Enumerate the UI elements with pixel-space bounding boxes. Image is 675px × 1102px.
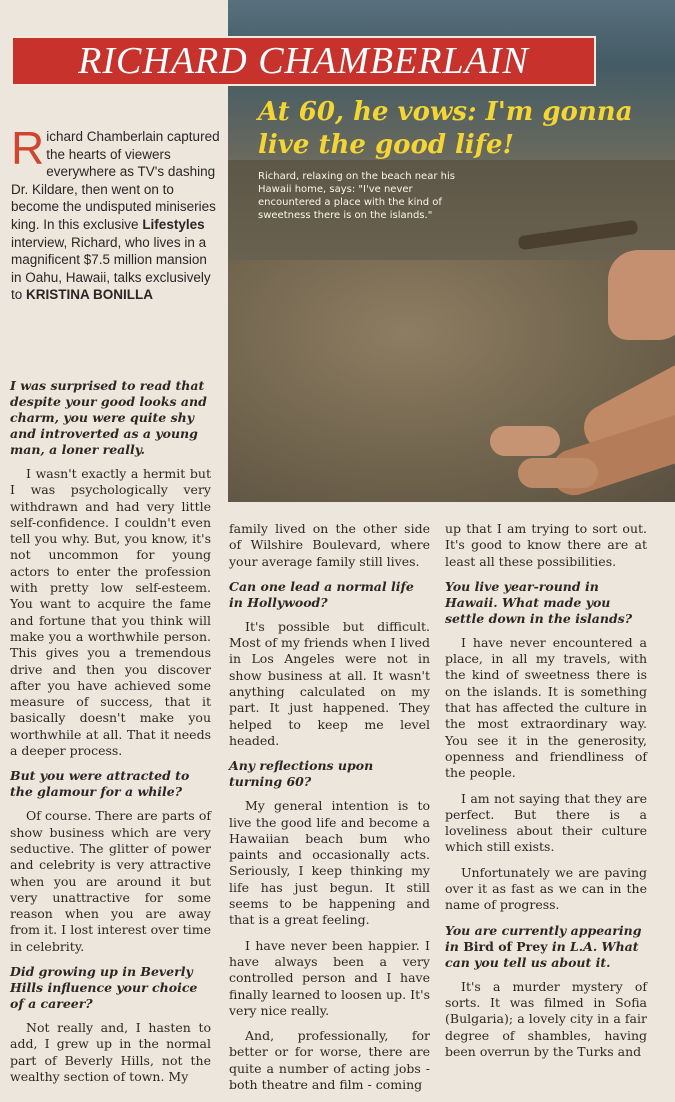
intro-author: KRISTINA BONILLA <box>26 287 154 303</box>
drop-cap: R <box>11 122 45 174</box>
photo-foot <box>518 458 598 488</box>
banner-title: RICHARD CHAMBERLAIN <box>78 40 529 82</box>
article-headline: At 60, he vows: I'm gonna live the good life! <box>258 97 633 160</box>
photo-driftwood <box>518 220 639 251</box>
question: Any reflections upon turning 60? <box>229 758 374 790</box>
answer: Unfortunately we are paving over it as fast as we can in the name of progress. <box>445 864 647 913</box>
answer: I am not saying that they are perfect. But there is a loveliness about their culture which still exists. <box>445 790 647 855</box>
question: But you were attracted to the glamour for a while? <box>10 768 190 800</box>
answer-continued: family lived on the other side of Wilshire Boulevard, where your average family still lives. <box>229 521 430 569</box>
column-3 <box>445 521 647 1069</box>
answer: My general intention is to live the good life and become a Hawaiian beach bum who paints and occasionally acts. Seriously, I keep thinking my life has just begun. It still seems to be happening and that is a great feeling. <box>229 798 430 928</box>
answer: It's a murder mystery of sorts. It was filmed in Sofia (Bulgaria); a lovely city in a fair degree of shambles, having been overrun by the Turks and <box>445 978 647 1059</box>
answer: I wasn't exactly a hermit but I was psychologically very withdrawn and had very little self-confidence. I couldn't even tell you why. But, you know, it's not uncommon for young actors to enter the profession with pretty low self-esteem. You want to acquire the fame and fortune that you think will make you a worthwhile person. This gives you a tremendous drive and then you discover after you have achieved some measure of success, that it basically doesn't make you worthwhile at all. That it needs a deeper process. <box>10 466 211 759</box>
question: I was surprised to read that despite your good looks and charm, you were quite shy and introverted as a young man, a loner really. <box>10 378 207 457</box>
film-title: Bird of Prey <box>463 938 548 954</box>
question: You live year-round in Hawaii. What made you settle down in the islands? <box>445 578 633 626</box>
intro-text-2: interview, Richard, who lives in a magnificent $7.5 million mansion in Oahu, Hawaii, talks exclusively to <box>11 234 211 303</box>
photo-foot <box>490 426 560 456</box>
answer: Of course. There are parts of show business which are very seductive. The glitter of power and celebrity is very attractive when you are around it but very unattractive for some reason when you are away from it. I lost interest over time in celebrity. <box>10 808 211 954</box>
photo-arm <box>608 250 675 340</box>
answer: And, professionally, for better or for worse, there are quite a number of acting jobs - both theatre and film - coming <box>229 1028 430 1093</box>
question: Did growing up in Beverly Hills influence your choice of a career? <box>10 964 198 1012</box>
question-part: in L.A. What can you tell us about it. <box>445 938 639 970</box>
answer: I have never been happier. I have always been a very controlled person and I have finally learned to loosen up. It's very nice really. <box>229 937 430 1018</box>
intro-paragraph <box>11 122 221 304</box>
intro-text-1: ichard Chamberlain captured the hearts of viewers everywhere as TV's dashing Dr. Kildare, then went on to become the undisputed miniseries king. In this exclusive <box>11 129 220 232</box>
question: Can one lead a normal life in Hollywood? <box>229 578 414 610</box>
answer: Not really and, I hasten to add, I grew up in the normal part of Beverly Hills, not the wealthy section of town. My <box>10 1020 211 1084</box>
column-2 <box>229 521 430 1102</box>
intro-publication: Lifestyles <box>142 216 205 232</box>
answer-continued: up that I am trying to sort out. It's good to know there are at least all these possibilities. <box>445 521 647 569</box>
photo-caption: Richard, relaxing on the beach near his Hawaii home, says: "I've never encountered a place with the kind of sweetness there is on the islands." <box>258 171 455 221</box>
question <box>445 923 647 971</box>
answer: It's possible but difficult. Most of my friends when I lived in Los Angeles were not in show business at all. It wasn't anything calculated on my part. It just happened. They helped to keep me level headed. <box>229 618 430 748</box>
answer: I have never encountered a place, in all my travels, with the kind of sweetness there is on the islands. It is something that has affected the culture in the most extraordinary way. You see it in the generosity, openness and friendliness of the people. <box>445 634 647 781</box>
question-part: You are currently appearing in <box>445 922 642 954</box>
title-banner <box>11 36 596 86</box>
column-1 <box>10 374 211 1094</box>
